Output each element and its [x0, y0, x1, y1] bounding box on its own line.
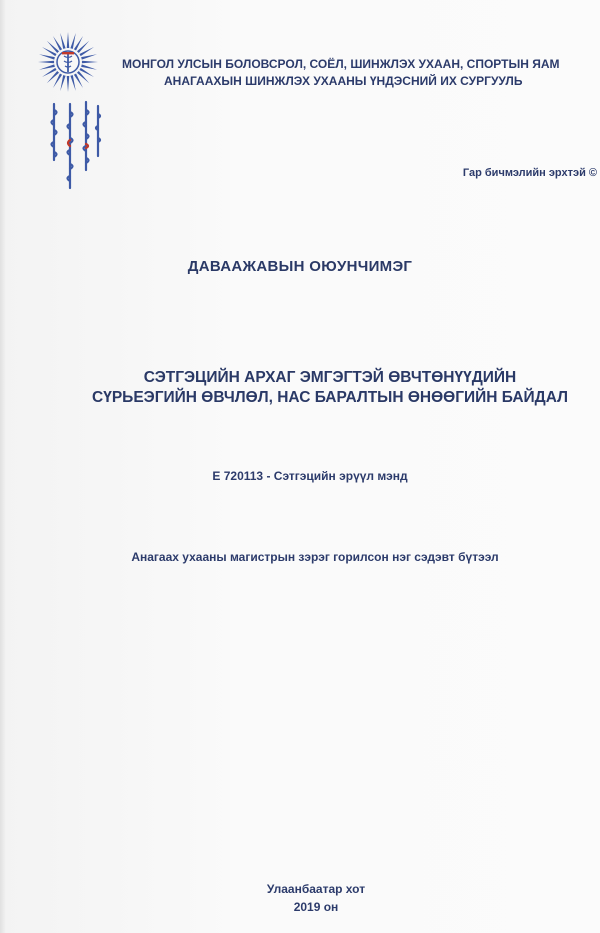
author-name: ДАВААЖАВЫН ОЮУНЧИМЭГ	[187, 258, 413, 275]
place-and-year	[0, 880, 600, 916]
thesis-title-line: СЭТГЭЦИЙН АРХАГ ЭМГЭГТЭЙ ӨВЧТӨНҮҮДИЙН	[143, 369, 517, 386]
mongolian-script-icon	[40, 100, 104, 200]
thesis-title-line: СҮРЬЕЭГИЙН ӨВЧЛӨЛ, НАС БАРАЛТЫН ӨНӨӨГИЙН БАЙДАЛ	[92, 389, 568, 406]
emblem-ray	[81, 64, 97, 69]
emblem-ray	[67, 32, 70, 48]
emblem-ray	[39, 64, 55, 69]
emblem-ray	[70, 75, 75, 91]
year: 2019 он	[293, 900, 339, 914]
emblem-ray	[70, 33, 75, 49]
specialty-code: Е 720113 - Сэтгэцийн эрүүл мэнд	[212, 469, 408, 483]
ministry-name: МОНГОЛ УЛСЫН БОЛОВСРОЛ, СОЁЛ, ШИНЖЛЭХ УХААН, СПОРТЫН ЯАМ	[122, 57, 560, 71]
emblem-ray	[82, 61, 98, 64]
emblem-ray	[39, 54, 55, 59]
degree-statement: Анагаах ухааны магистрын зэрэг горилсон нэг сэдэвт бүтээл	[131, 550, 499, 564]
emblem-ray	[60, 33, 65, 49]
emblem-ray	[81, 54, 97, 59]
university-emblem-icon	[36, 30, 100, 94]
copyright-notice: Гар бичмэлийн эрхтэй ©	[462, 167, 597, 179]
ministry-header	[122, 56, 600, 90]
city: Улаанбаатар хот	[266, 882, 366, 896]
emblem-ray	[67, 76, 70, 92]
emblem-ray	[60, 75, 65, 91]
thesis-title	[0, 368, 600, 408]
page-edge-shadow	[0, 0, 6, 933]
emblem-ray	[38, 61, 54, 64]
university-name: АНАГААХЫН ШИНЖЛЭХ УХААНЫ ҮНДЭСНИЙ ИХ СУРГУУЛЬ	[164, 74, 523, 88]
